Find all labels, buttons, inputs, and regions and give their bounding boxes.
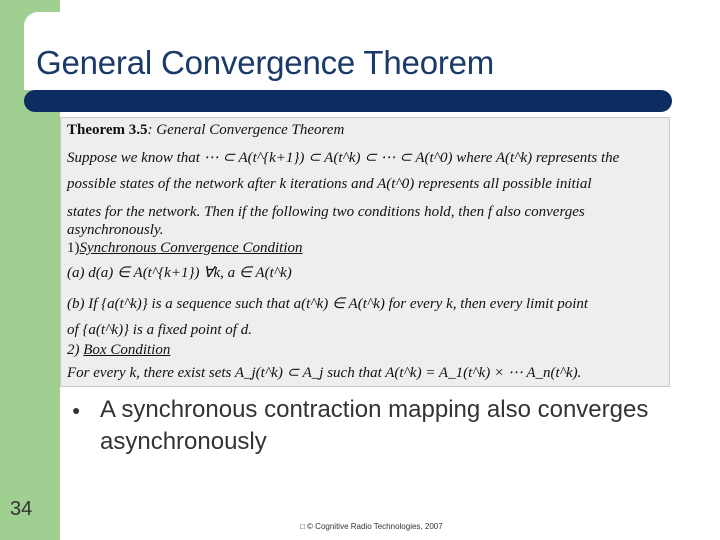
condition-1b-continued: of {a(t^k)} is a fixed point of d.: [67, 322, 252, 338]
theorem-line-1: Suppose we know that ⋯ ⊂ A(t^{k+1}) ⊂ A(t^k) ⊂ ⋯ ⊂ A(t^0) where A(t^k) represents the: [67, 150, 620, 166]
condition-2-text: For every k, there exist sets A_j(t^k) ⊂ A_j such that A(t^k) = A_1(t^k) × ⋯ A_n(t^k).: [67, 365, 582, 381]
condition-1a: (a) d(a) ∈ A(t^{k+1}) ∀k, a ∈ A(t^k): [67, 265, 292, 281]
title-underline-bar: [24, 90, 672, 112]
theorem-number: Theorem 3.5: [67, 122, 148, 138]
theorem-line-4: asynchronously.: [67, 222, 164, 238]
theorem-heading: [67, 122, 344, 139]
condition-2-heading: [67, 342, 170, 359]
theorem-line-3: states for the network. Then if the following two conditions hold, then f also converges: [67, 204, 585, 220]
theorem-image-box: [60, 117, 670, 387]
bullet-text: A synchronous contraction mapping also converges asynchronously: [100, 396, 649, 455]
bullet-marker: ●: [72, 402, 81, 418]
condition-1-title: Synchronous Convergence Condition: [79, 240, 303, 256]
slide-title: General Convergence Theorem: [36, 44, 495, 81]
condition-1-heading: [67, 240, 303, 257]
theorem-name: : General Convergence Theorem: [147, 122, 345, 138]
slide-number: 34: [10, 498, 33, 520]
theorem-line-2: possible states of the network after k iterations and A(t^0) represents all possible initial: [67, 176, 592, 192]
condition-1-label: 1): [67, 240, 80, 256]
footer-copyright: □ © Cognitive Radio Technologies, 2007: [300, 522, 443, 531]
condition-2-title: Box Condition: [83, 342, 171, 358]
condition-1b: (b) If {a(t^k)} is a sequence such that a(t^k) ∈ A(t^k) for every k, then every limit point: [67, 296, 589, 312]
condition-2-label: 2): [67, 342, 80, 358]
